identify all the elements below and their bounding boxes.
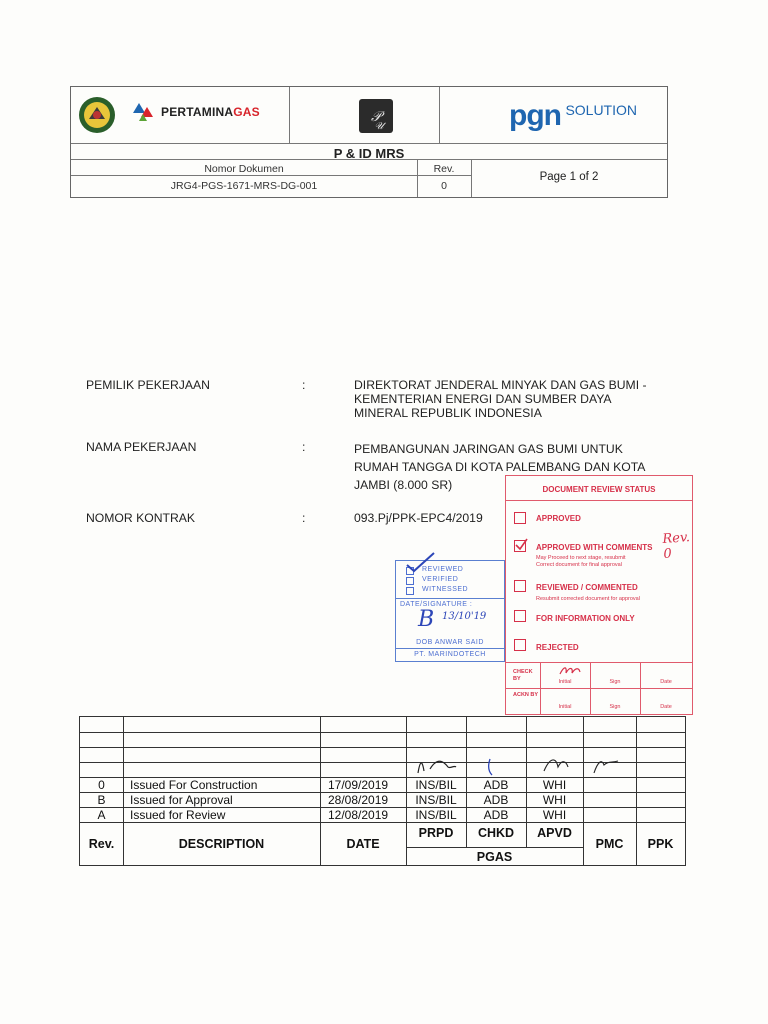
verified-box <box>406 577 414 585</box>
initial-col-1: Initial <box>558 679 572 685</box>
header-prpd: PRPD <box>418 826 454 840</box>
ackn-by-label: ACKN BY <box>513 692 539 698</box>
doc-number-label: Nomor Dokumen <box>204 163 284 175</box>
pertamina-logo-icon <box>131 99 157 123</box>
reviewed-commented-note: Resubmit corrected document for approval <box>536 596 640 602</box>
pgn-solution-logo: pgn SOLUTION <box>509 99 638 132</box>
info-label-owner: PEMILIK PEKERJAAN <box>86 378 210 392</box>
row-prpd: INS/BIL <box>415 778 457 792</box>
header-chkd: CHKD <box>477 826 515 840</box>
row-date: 28/08/2019 <box>328 793 389 807</box>
initial-col-2: Initial <box>558 704 572 710</box>
header-rev: Rev. <box>88 837 115 851</box>
row-rev: A <box>97 808 106 822</box>
header-pgas: PGAS <box>476 850 513 864</box>
apvd-signature-icon <box>540 751 630 777</box>
row-chkd: ADB <box>483 793 509 807</box>
chkd-signature-icon <box>480 757 500 777</box>
for-information-only-label: FOR INFORMATION ONLY <box>536 614 635 623</box>
check-by-label: CHECK BY <box>513 669 533 682</box>
header-pmc: PMC <box>595 837 624 851</box>
info-label-project: NAMA PEKERJAAN <box>86 440 197 454</box>
stamp-reviewed-label: REVIEWED <box>422 566 464 573</box>
review-stamp-title: DOCUMENT REVIEW STATUS <box>542 485 656 494</box>
rev-value: 0 <box>441 180 447 192</box>
center-monogram-logo <box>359 99 393 133</box>
row-chkd: ADB <box>483 808 509 822</box>
info-label-contract: NOMOR KONTRAK <box>86 511 196 525</box>
stamp-date-signature-label: DATE/SIGNATURE : <box>400 601 473 608</box>
info-sep-owner: : <box>302 378 306 392</box>
sign-col-1: Sign <box>609 679 621 685</box>
stamp-name: DOB ANWAR SAID <box>416 639 484 646</box>
page-indicator: Page 1 of 2 <box>539 171 599 183</box>
check-mark-icon <box>514 538 528 552</box>
pertamina-gas-logo-text: PERTAMINAGAS <box>161 105 260 119</box>
info-value-owner: DIREKTORAT JENDERAL MINYAK DAN GAS BUMI - KEMENTERIAN ENERGI DAN SUMBER DAYA MINERAL REPUBLIK INDONESIA <box>354 378 647 420</box>
document-title: P & ID MRS <box>333 146 405 161</box>
row-rev: B <box>97 793 106 807</box>
approved-with-comments-note: May Proceed to next stage, resubmit Correct document for final approval <box>536 555 626 568</box>
row-desc: Issued For Construction <box>130 778 258 792</box>
approved-with-comments-label: APPROVED WITH COMMENTS <box>536 543 653 552</box>
date-col-2: Date <box>660 704 672 710</box>
doc-number: JRG4-PGS-1671-MRS-DG-001 <box>170 180 318 192</box>
blue-check-mark-icon <box>404 551 436 573</box>
reviewed-blue-stamp <box>395 560 505 662</box>
row-date: 17/09/2019 <box>328 778 389 792</box>
row-chkd: ADB <box>483 778 509 792</box>
header-date: DATE <box>346 837 380 851</box>
rev-label: Rev. <box>433 163 455 175</box>
ministry-emblem-logo <box>75 95 119 135</box>
header-apvd: APVD <box>537 826 572 840</box>
row-prpd: INS/BIL <box>415 793 457 807</box>
row-rev: 0 <box>98 778 105 792</box>
approved-with-comments-checkbox <box>514 540 526 552</box>
row-apvd: WHI <box>542 778 567 792</box>
info-value-contract: 093.Pj/PPK-EPC4/2019 <box>354 511 483 525</box>
revision-table <box>79 716 686 866</box>
stamp-company: PT. MARINDOTECH <box>414 651 486 658</box>
row-desc: Issued for Approval <box>130 793 233 807</box>
document-review-status-stamp <box>505 475 693 715</box>
info-sep-contract: : <box>302 511 306 525</box>
handwritten-rev-note: Rev. 0 <box>661 530 691 562</box>
svg-text:𝒫: 𝒫 <box>370 109 382 125</box>
document-header <box>70 86 668 198</box>
date-col-1: Date <box>660 679 672 685</box>
approved-checkbox <box>514 512 526 524</box>
approved-label: APPROVED <box>536 514 581 523</box>
handwritten-initial: B <box>418 607 435 632</box>
rejected-label: REJECTED <box>536 643 579 652</box>
rejected-checkbox <box>514 639 526 651</box>
reviewed-commented-label: REVIEWED / COMMENTED <box>536 583 638 592</box>
prpd-signature-icon <box>410 755 470 777</box>
header-description: DESCRIPTION <box>178 837 265 851</box>
info-value-project: PEMBANGUNAN JARINGAN GAS BUMI UNTUK RUMAH TANGGA DI KOTA PALEMBANG DAN KOTA JAMBI (8.000 SR) <box>354 442 646 492</box>
info-sep-project: : <box>302 440 306 454</box>
row-desc: Issued for Review <box>130 808 226 822</box>
handwritten-date: 13/10'19 <box>442 611 487 622</box>
stamp-witnessed-label: WITNESSED <box>422 586 469 593</box>
header-ppk: PPK <box>647 837 674 851</box>
row-apvd: WHI <box>542 793 567 807</box>
row-date: 12/08/2019 <box>328 808 389 822</box>
for-information-only-checkbox <box>514 610 526 622</box>
svg-text:𝒰: 𝒰 <box>374 121 384 132</box>
initial-scribble-icon <box>558 664 582 678</box>
sign-col-2: Sign <box>609 704 621 710</box>
row-apvd: WHI <box>542 808 567 822</box>
row-prpd: INS/BIL <box>415 808 457 822</box>
stamp-verified-label: VERIFIED <box>422 576 459 583</box>
reviewed-commented-checkbox <box>514 580 526 592</box>
witnessed-box <box>406 587 414 595</box>
